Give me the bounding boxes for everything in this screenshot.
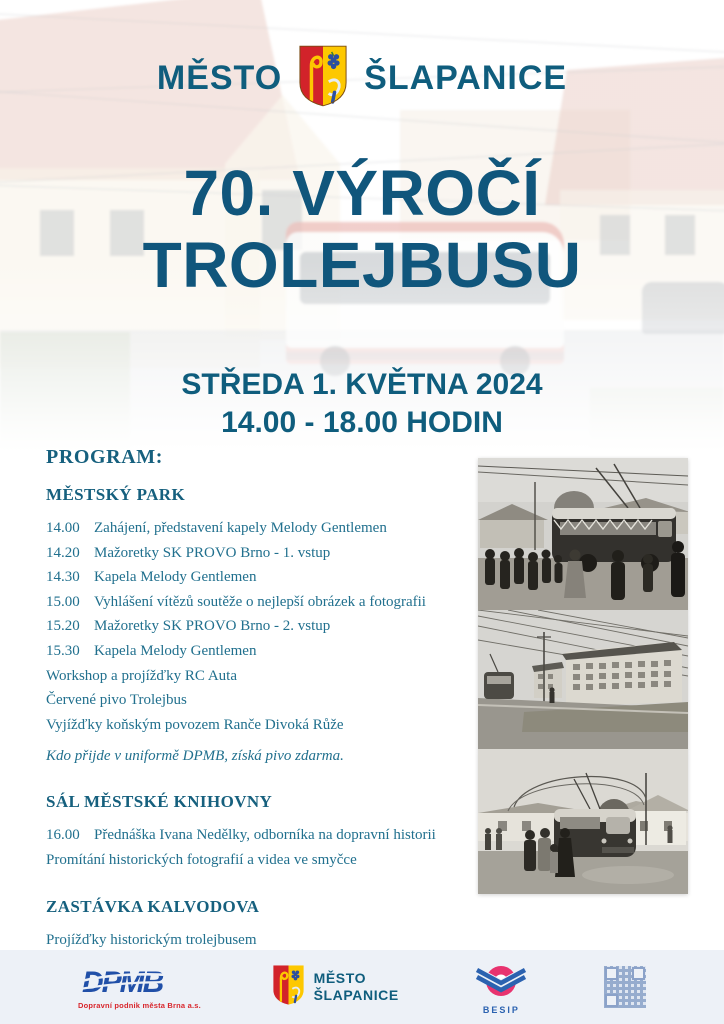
city-name: ŠLAPANICE <box>364 59 568 97</box>
dpmb-lettermark: DPMB <box>82 965 163 999</box>
item-text: Kapela Melody Gentlemen <box>94 569 257 586</box>
item-text: Vyjížďky koňským povozem Ranče Divoká Růže <box>46 716 344 733</box>
qr-code <box>604 966 646 1008</box>
item-time: 14.00 <box>46 520 80 536</box>
slapanice-word-1: MĚSTO <box>313 970 367 987</box>
poster-title <box>0 158 724 301</box>
besip-logo <box>474 960 528 1015</box>
program-item <box>46 590 486 615</box>
program-item <box>46 848 486 873</box>
historic-photo-trolleybus-opening-crowd <box>478 458 688 610</box>
historic-photo-street-apartment-blocks <box>478 610 688 749</box>
item-text: Přednáška Ivana Nedělky, odborníka na dopravní historii <box>94 827 436 844</box>
program-item <box>46 664 486 689</box>
dpmb-caption: Dopravní podnik města Brna a.s. <box>78 1000 201 1010</box>
city-header <box>0 44 724 113</box>
footer-logo-bar <box>0 950 724 1024</box>
program-item <box>46 516 486 541</box>
item-text: Promítání historických fotografií a videa ve smyčce <box>46 851 357 868</box>
coat-of-arms-small-icon <box>272 964 305 1011</box>
program-item <box>46 541 486 566</box>
historic-photo-trolleybus-stop-people <box>478 749 688 894</box>
title-line-2: TROLEJBUSU <box>142 228 582 301</box>
program-item <box>46 928 486 953</box>
item-time: 15.30 <box>46 642 80 659</box>
program-item <box>46 713 486 738</box>
program-column <box>46 446 486 952</box>
item-text: Mažoretky SK PROVO Brno - 2. vstup <box>94 618 331 635</box>
city-word: MĚSTO <box>156 59 283 97</box>
item-text: Workshop a projížďky RC Auta <box>46 667 237 684</box>
date-line: STŘEDA 1. KVĚTNA 2024 <box>181 368 543 401</box>
program-item <box>46 823 486 848</box>
item-time: 16.00 <box>46 827 80 844</box>
dpmb-logo <box>78 965 201 1010</box>
item-text: Kapela Melody Gentlemen <box>94 642 257 659</box>
title-line-1: 70. VÝROČÍ <box>183 157 541 229</box>
slapanice-footer-logo <box>272 964 399 1011</box>
program-heading: PROGRAM: <box>46 446 163 468</box>
program-note: Kdo přijde v uniformě DPMB, získá pivo zdarma. <box>46 748 344 765</box>
item-text: Mažoretky SK PROVO Brno - 1. vstup <box>94 544 331 561</box>
section-heading-knihovna: SÁL MĚSTSKÉ KNIHOVNY <box>46 792 273 812</box>
item-time: 15.20 <box>46 618 80 635</box>
program-item <box>46 614 486 639</box>
item-time: 14.30 <box>46 569 80 586</box>
item-text: Vyhlášení vítězů soutěže o nejlepší obrázek a fotografii <box>94 593 426 610</box>
event-date <box>0 366 724 441</box>
program-item <box>46 565 486 590</box>
section-heading-kalvodova: ZASTÁVKA KALVODOVA <box>46 896 260 916</box>
besip-label: BESIP <box>482 1004 520 1015</box>
item-time: 15.00 <box>46 593 80 610</box>
slapanice-word-2: ŠLAPANICE <box>313 987 399 1003</box>
coat-of-arms-icon <box>298 44 348 113</box>
photos-column <box>478 458 688 894</box>
time-line: 14.00 - 18.00 HODIN <box>221 405 503 439</box>
section-heading-mestsky-park: MĚSTSKÝ PARK <box>46 485 186 504</box>
item-text: Projížďky historickým trolejbusem <box>46 931 257 948</box>
item-text: Červené pivo Trolejbus <box>46 692 187 709</box>
program-item <box>46 639 486 664</box>
item-text: Zahájení, představení kapely Melody Gentlemen <box>94 520 387 536</box>
program-item <box>46 688 486 713</box>
item-time: 14.20 <box>46 544 80 561</box>
